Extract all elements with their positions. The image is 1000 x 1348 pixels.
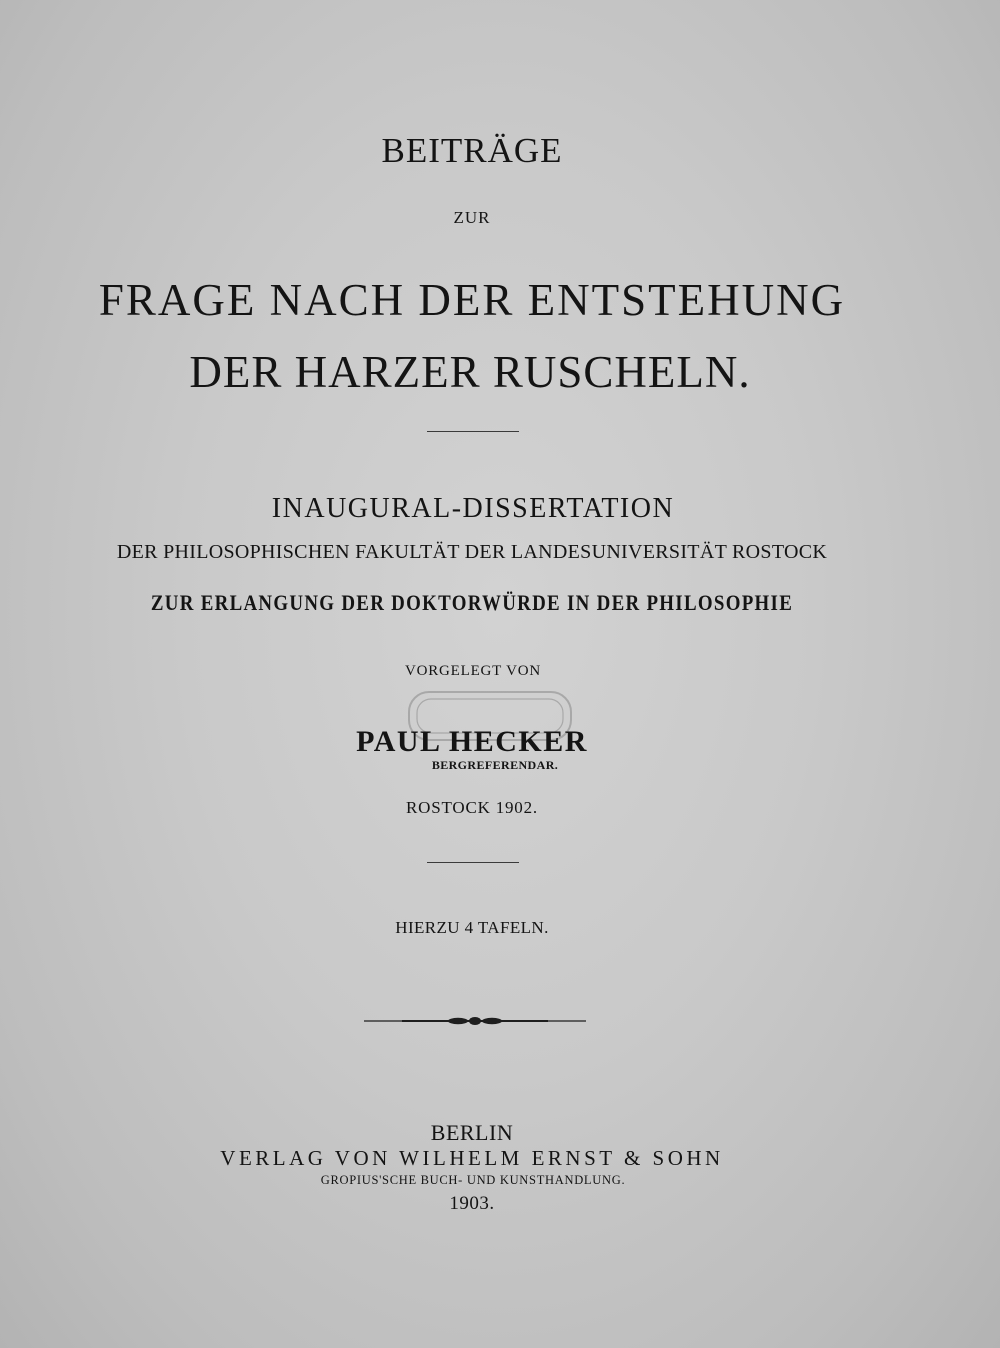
divider-rule-middle <box>427 862 519 863</box>
publication-year: 1903. <box>449 1193 495 1214</box>
title-line-1: FRAGE NACH DER ENTSTEHUNG <box>98 275 846 325</box>
dissertation-label: INAUGURAL-DISSERTATION <box>271 493 675 524</box>
publisher-subtitle: GROPIUS'SCHE BUCH- UND KUNSTHANDLUNG. <box>320 1173 626 1187</box>
title-line-2: DER HARZER RUSCHELN. <box>189 347 751 397</box>
faculty-line: DER PHILOSOPHISCHEN FAKULTÄT DER LANDESUNIVERSITÄT ROSTOCK <box>116 541 828 563</box>
place-date: ROSTOCK 1902. <box>406 798 538 817</box>
author-title: BERGREFERENDAR. <box>431 758 559 772</box>
submitted-by-label: VORGELEGT VON <box>404 663 542 679</box>
publisher-name: VERLAG VON WILHELM ERNST & SOHN <box>220 1146 724 1170</box>
imprint-city: BERLIN <box>430 1120 514 1145</box>
heading-beitraege: BEITRÄGE <box>381 131 563 170</box>
divider-rule-top <box>427 431 519 432</box>
heading-zur: ZUR <box>453 208 491 227</box>
purpose-line: ZUR ERLANGUNG DER DOKTORWÜRDE IN DER PHILOSOPHIE <box>150 590 794 615</box>
plates-note: HIERZU 4 TAFELN. <box>395 918 549 937</box>
author-name: PAUL HECKER <box>356 725 588 758</box>
ornament-divider <box>362 1013 588 1029</box>
